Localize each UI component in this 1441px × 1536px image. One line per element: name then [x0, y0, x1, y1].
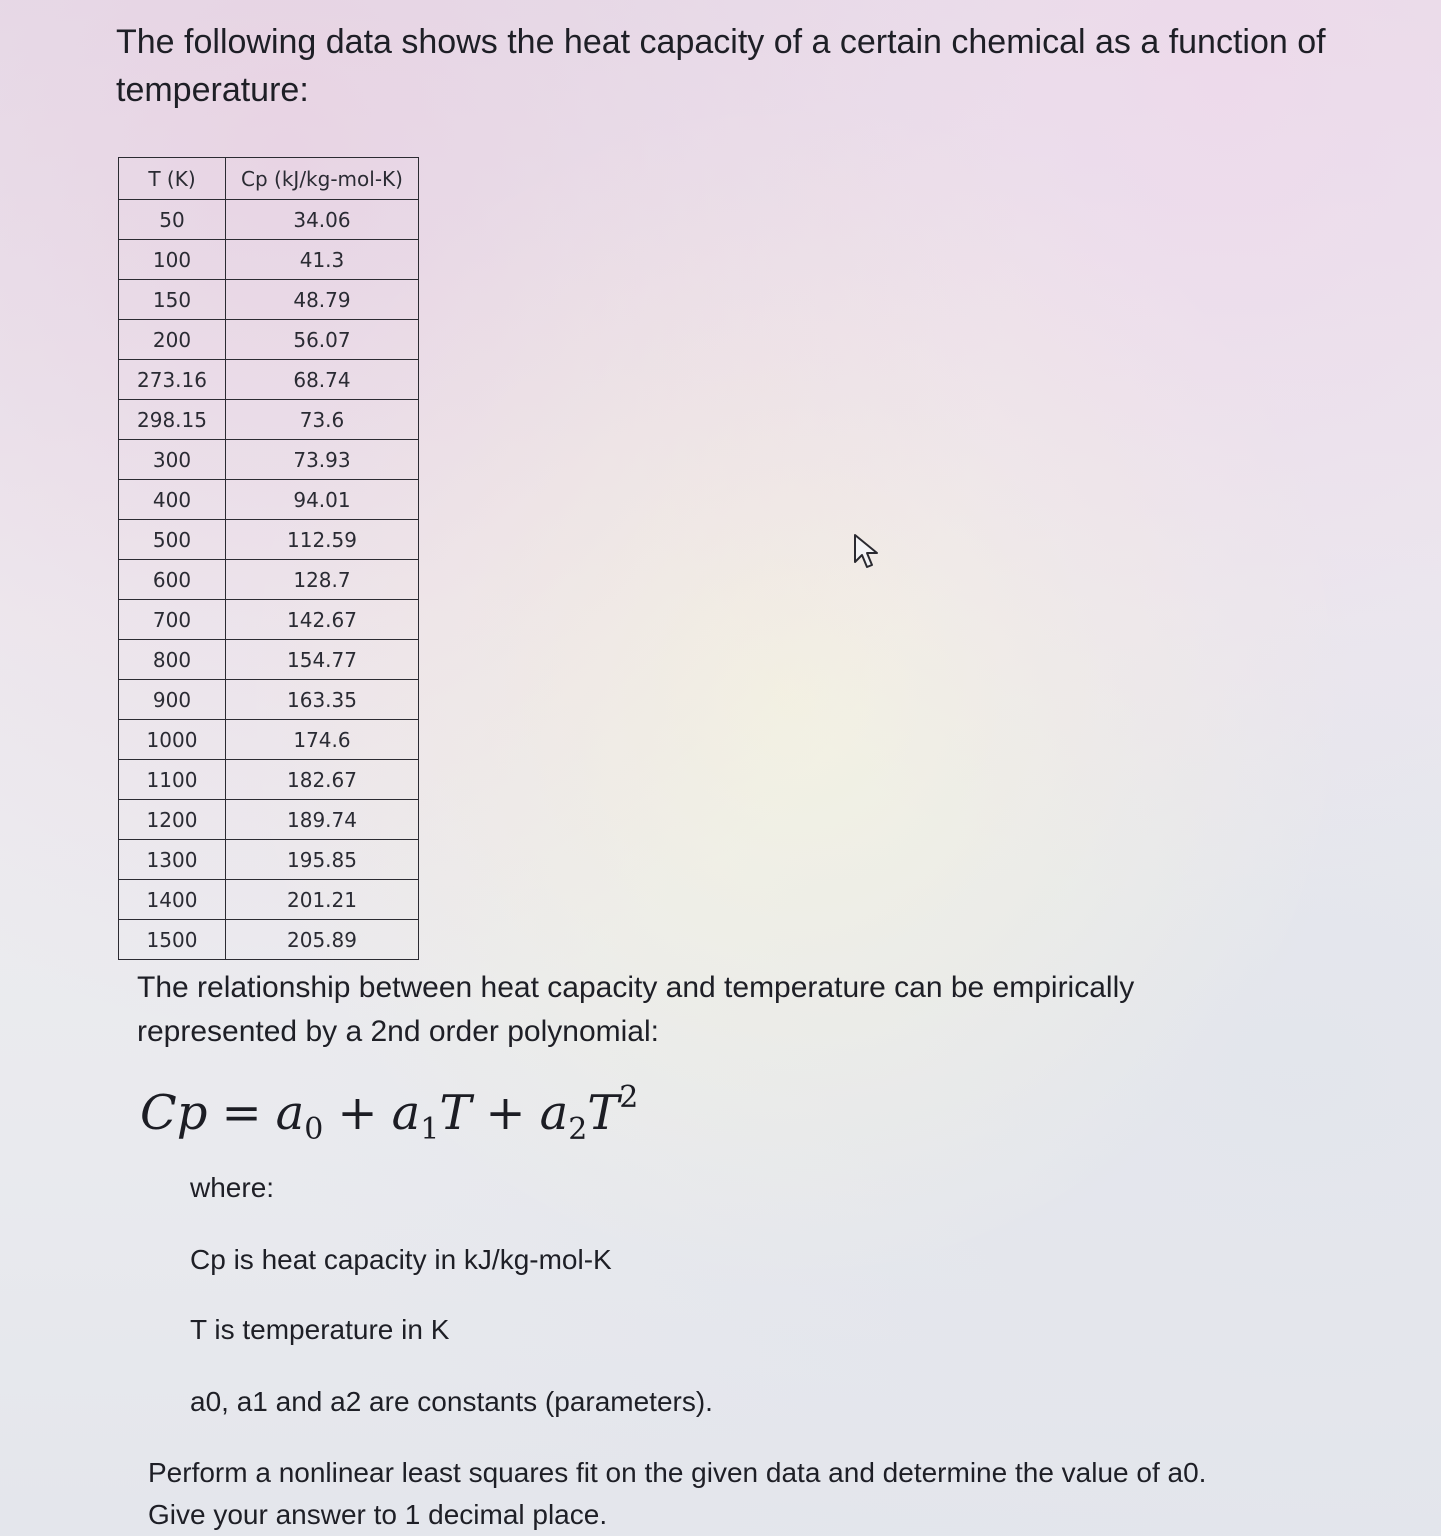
- cell-heat-capacity: 41.3: [226, 240, 419, 280]
- cell-heat-capacity: 94.01: [226, 480, 419, 520]
- relationship-text: The relationship between heat capacity and temperature can be empirically represented by a 2nd order polynomial:: [137, 971, 1135, 1048]
- definition-cp: Cp is heat capacity in kJ/kg-mol-K: [190, 1244, 612, 1275]
- cell-temperature: 1100: [119, 760, 226, 800]
- table-header-row: [119, 158, 419, 200]
- cell-temperature: 1300: [119, 840, 226, 880]
- definition-constants: a0, a1 and a2 are constants (parameters).: [190, 1386, 713, 1417]
- cell-temperature: 600: [119, 560, 226, 600]
- cell-heat-capacity: 201.21: [226, 880, 419, 920]
- table-row: [119, 280, 419, 320]
- cell-temperature: 150: [119, 280, 226, 320]
- cell-temperature: 100: [119, 240, 226, 280]
- table-row: [119, 680, 419, 720]
- cell-temperature: 700: [119, 600, 226, 640]
- eq-t2: T: [587, 1085, 620, 1141]
- polynomial-equation: [140, 1080, 638, 1147]
- cell-temperature: 1200: [119, 800, 226, 840]
- table-row: [119, 720, 419, 760]
- cell-temperature: 900: [119, 680, 226, 720]
- eq-a0: a: [275, 1085, 305, 1141]
- eq-a1: a: [391, 1085, 421, 1141]
- cell-heat-capacity: 142.67: [226, 600, 419, 640]
- eq-a2: a: [539, 1085, 569, 1141]
- eq-a1-sub: 1: [420, 1112, 440, 1147]
- table-row: [119, 440, 419, 480]
- eq-t2-sup: 2: [619, 1080, 639, 1115]
- cell-heat-capacity: 73.6: [226, 400, 419, 440]
- cell-heat-capacity: 154.77: [226, 640, 419, 680]
- eq-plus-2: +: [485, 1085, 526, 1141]
- heat-capacity-table: [118, 157, 419, 960]
- cell-heat-capacity: 205.89: [226, 920, 419, 960]
- table-body: [119, 200, 419, 960]
- cell-temperature: 800: [119, 640, 226, 680]
- cell-heat-capacity: 195.85: [226, 840, 419, 880]
- cell-heat-capacity: 128.7: [226, 560, 419, 600]
- table-row: [119, 240, 419, 280]
- cell-temperature: 1500: [119, 920, 226, 960]
- table-row: [119, 840, 419, 880]
- cell-temperature: 300: [119, 440, 226, 480]
- table-row: [119, 520, 419, 560]
- header-temperature: T (K): [119, 158, 226, 200]
- eq-t1: T: [439, 1085, 472, 1141]
- eq-plus-1: +: [337, 1085, 378, 1141]
- cell-heat-capacity: 112.59: [226, 520, 419, 560]
- table-row: [119, 360, 419, 400]
- cell-heat-capacity: 48.79: [226, 280, 419, 320]
- cell-heat-capacity: 189.74: [226, 800, 419, 840]
- table-row: [119, 320, 419, 360]
- cell-temperature: 400: [119, 480, 226, 520]
- definition-t: T is temperature in K: [190, 1314, 450, 1345]
- cell-heat-capacity: 182.67: [226, 760, 419, 800]
- table-row: [119, 480, 419, 520]
- cell-heat-capacity: 174.6: [226, 720, 419, 760]
- intro-text: The following data shows the heat capacity of a certain chemical as a function of temperature:: [116, 23, 1326, 109]
- table-row: [119, 600, 419, 640]
- table-row: [119, 920, 419, 960]
- cell-heat-capacity: 34.06: [226, 200, 419, 240]
- header-heat-capacity: Cp (kJ/kg-mol-K): [226, 158, 419, 200]
- eq-lhs: Cp: [140, 1085, 208, 1141]
- cell-temperature: 273.16: [119, 360, 226, 400]
- table-row: [119, 400, 419, 440]
- where-label: where:: [190, 1172, 275, 1203]
- eq-equals: =: [221, 1085, 262, 1141]
- table-row: [119, 640, 419, 680]
- cell-heat-capacity: 56.07: [226, 320, 419, 360]
- table-row: [119, 880, 419, 920]
- table-row: [119, 760, 419, 800]
- table-row: [119, 560, 419, 600]
- eq-a2-sub: 2: [568, 1112, 588, 1147]
- mouse-pointer-icon: [852, 532, 882, 572]
- cell-temperature: 1400: [119, 880, 226, 920]
- cell-temperature: 500: [119, 520, 226, 560]
- cell-temperature: 298.15: [119, 400, 226, 440]
- eq-a0-sub: 0: [304, 1112, 324, 1147]
- cell-heat-capacity: 163.35: [226, 680, 419, 720]
- cell-temperature: 50: [119, 200, 226, 240]
- cell-heat-capacity: 73.93: [226, 440, 419, 480]
- cell-temperature: 200: [119, 320, 226, 360]
- task-text: Perform a nonlinear least squares fit on the given data and determine the value of a0. Give your answer to 1 decimal place.: [148, 1457, 1207, 1530]
- table-row: [119, 800, 419, 840]
- table-row: [119, 200, 419, 240]
- cell-temperature: 1000: [119, 720, 226, 760]
- cell-heat-capacity: 68.74: [226, 360, 419, 400]
